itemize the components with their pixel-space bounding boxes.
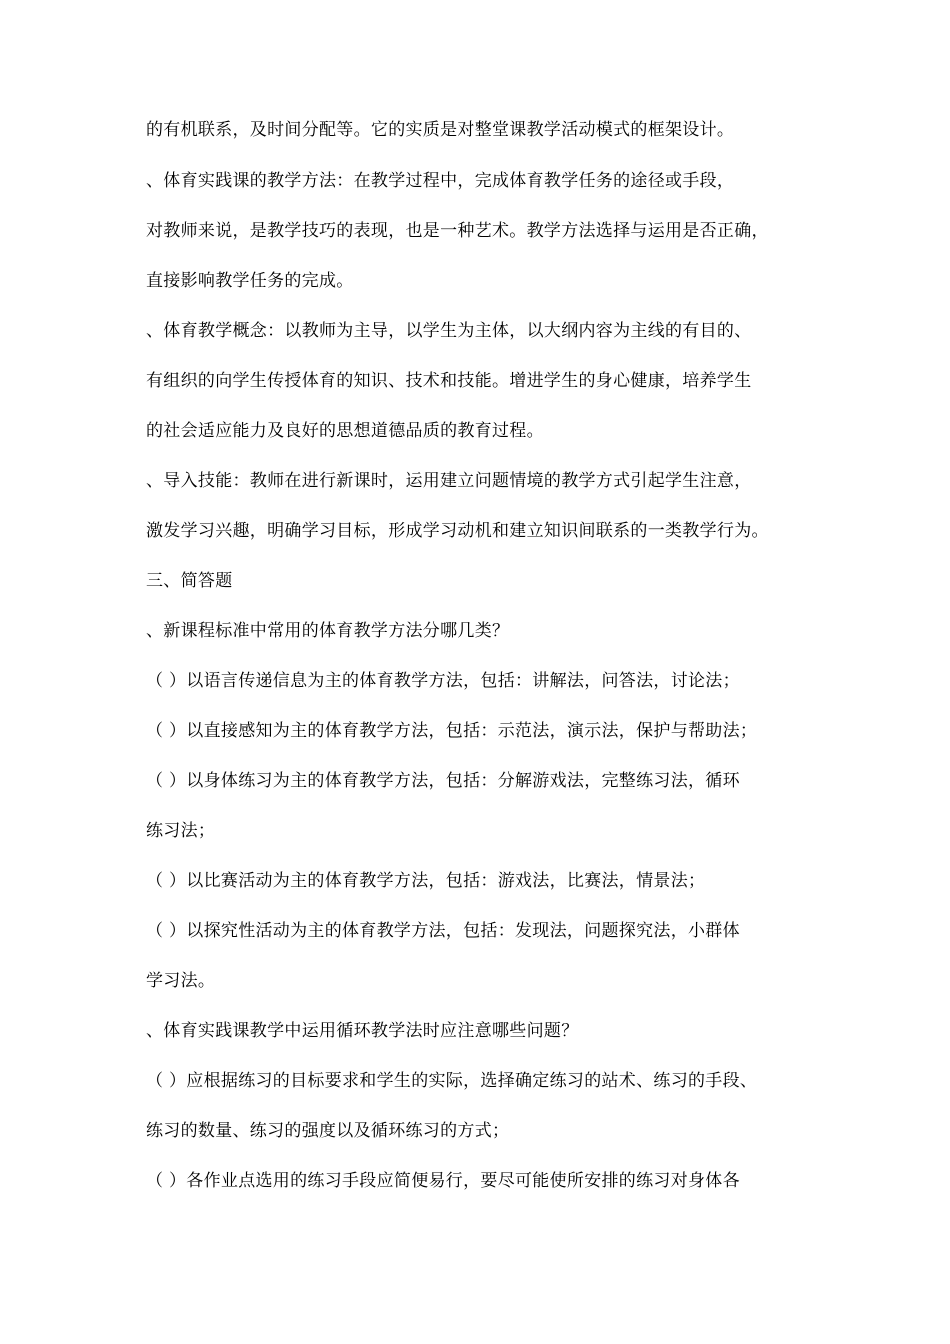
text-line: 、体育实践课的教学方法：在教学过程中，完成体育教学任务的途径或手段， (146, 171, 735, 191)
list-item: （ ）以身体练习为主的体育教学方法，包括：分解游戏法，完整练习法，循环 (146, 771, 740, 791)
text-line: 直接影响教学任务的完成。 (146, 271, 354, 291)
text-line: 的社会适应能力及良好的思想道德品质的教育过程。 (146, 421, 544, 441)
text-line: 激发学习兴趣，明确学习目标，形成学习动机和建立知识间联系的一类教学行为。 (146, 521, 769, 541)
text-line: 的有机联系，及时间分配等。它的实质是对整堂课教学活动模式的框架设计。 (146, 120, 735, 140)
question-line: 、体育实践课教学中运用循环教学法时应注意哪些问题？ (146, 1021, 579, 1041)
list-item: （ ）以语言传递信息为主的体育教学方法，包括：讲解法，问答法，讨论法； (146, 671, 740, 691)
text-line: 、体育教学概念：以教师为主导，以学生为主体，以大纲内容为主线的有目的、 (146, 321, 752, 341)
list-item: （ ）应根据练习的目标要求和学生的实际，选择确定练习的站术、练习的手段、 (146, 1071, 758, 1091)
text-line: 练习法； (146, 821, 216, 841)
list-item: （ ）以比赛活动为主的体育教学方法，包括：游戏法，比赛法，情景法； (146, 871, 706, 891)
text-line: 、导入技能：教师在进行新课时，运用建立问题情境的教学方式引起学生注意， (146, 471, 752, 491)
text-line: 对教师来说，是教学技巧的表现，也是一种艺术。教学方法选择与运用是否正确， (146, 221, 769, 241)
text-line: 有组织的向学生传授体育的知识、技术和技能。增进学生的身心健康，培养学生 (146, 371, 752, 391)
text-line: 练习的数量、练习的强度以及循环练习的方式； (146, 1121, 510, 1141)
question-line: 、新课程标准中常用的体育教学方法分哪几类？ (146, 621, 510, 641)
section-heading: 三、简答题 (146, 571, 233, 591)
text-line: 学习法。 (146, 971, 216, 991)
list-item: （ ）以探究性活动为主的体育教学方法，包括：发现法，问题探究法，小群体 (146, 921, 740, 941)
list-item: （ ）各作业点选用的练习手段应简便易行，要尽可能使所安排的练习对身体各 (146, 1171, 740, 1191)
list-item: （ ）以直接感知为主的体育教学方法，包括：示范法，演示法，保护与帮助法； (146, 721, 758, 741)
